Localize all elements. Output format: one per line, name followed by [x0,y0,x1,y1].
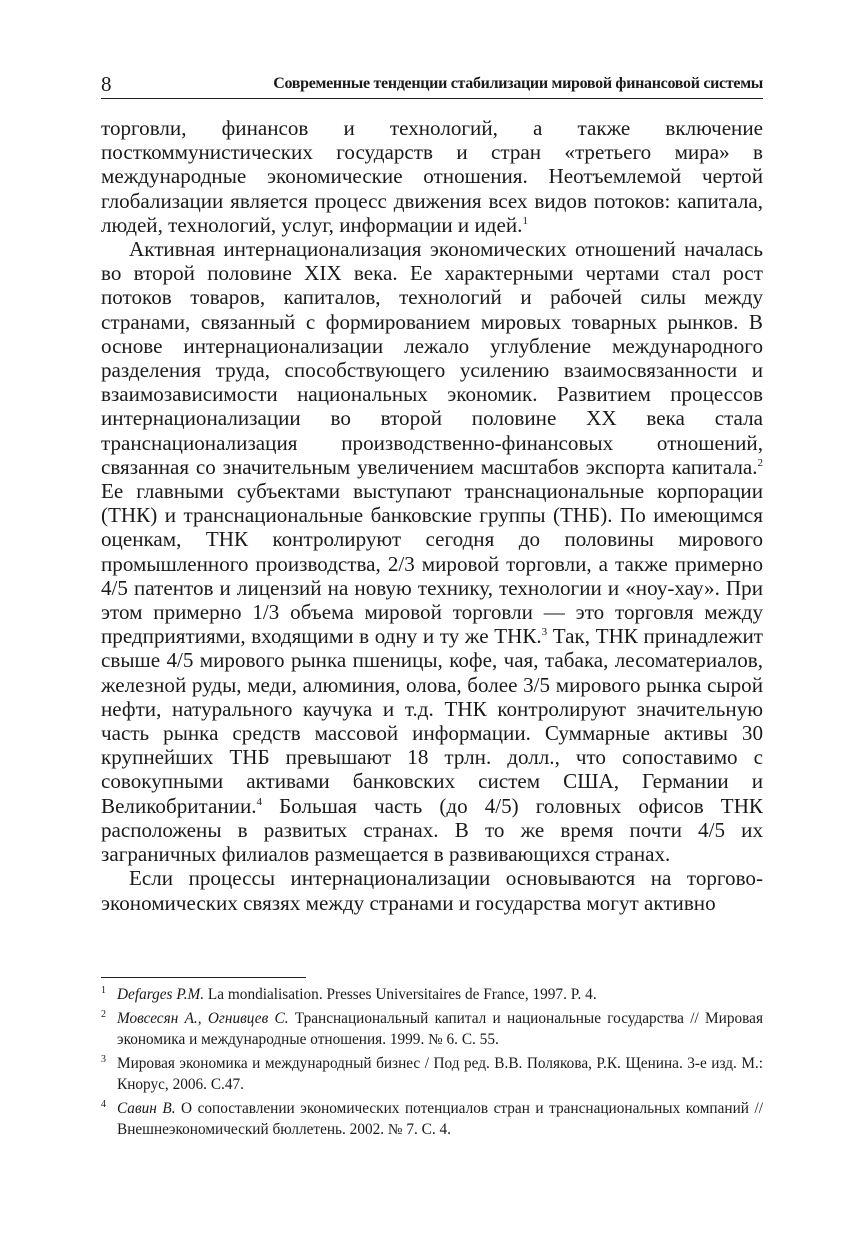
paragraph-1 [101,116,763,237]
paragraph-1-text: торговли, финансов и технологий, а также включение посткоммунистических государств и стран «третьего мира» в международные экономические отношения. Неотъемлемой чертой глобализации является процесс движения всех видов потоков: капитала, людей, технологий, услуг, информации и идей. [101,116,763,237]
paragraph-2-text-c: Так, ТНК принадлежит свыше 4/5 мирового рынка пшеницы, кофе, чая, табака, лесоматериалов, железной руды, меди, алюминия, олова, более 3/5 мирового рынка сырой нефти, натурального каучука и т.д. ТНК контролируют значительную часть рынка средств массовой информации. Суммарные активы 30 крупнейших ТНБ превышают 18 трлн. долл., что сопоставимо с совокупными активами банковских систем США, Германии и Великобритании. [101,624,763,818]
paragraph-2-text-d: Большая часть (до 4/5) головных офисов ТНК расположены в развитых странах. В то же время почти 4/5 их заграничных филиалов размещается в развивающихся странах. [101,793,763,867]
page-number: 8 [101,72,112,96]
footnotes [101,984,763,1143]
footnote-1 [101,984,763,1005]
footnote-2 [101,1008,763,1050]
footnote-ref-1[interactable]: 1 [522,214,528,227]
paragraph-2-text-b: Ее главными субъектами выступают транснациональные корпорации (ТНК) и транснациональные банковские группы (ТНБ). По имеющимся оценкам, ТНК контролируют сегодня до половины мирового промышленного производства, 2/3 мировой торговли, а также примерно 4/5 патентов и лицензий на новую технику, технологии и «ноу-хау». При этом примерно 1/3 объема мировой торговли — это торговля между предприятиями, входящими в одну и ту же ТНК. [101,479,763,649]
footnote-text: О сопоставлении экономических потенциалов стран и транснациональных компаний // Внешнеэкономический бюллетень. 2002. № 7. С. 4. [117,1100,763,1138]
footnote-rule [101,977,306,978]
footnote-number: 3 [101,1054,106,1065]
paragraph-2-text-a: Активная интернационализация экономических отношений началась во второй половине XIX века. Ее характерными чертами стал рост потоков товаров, капиталов, технологий и рабочей силы между странами, связанный с формированием мировых товарных рынков. В основе интернационализации лежало углубление международного разделения труда, способствующего усилению взаимосвязанности и взаимозависимости национальных экономик. Развитием процессов интернационализации во второй половине XX века стала транснационализация производственно-финансовых отношений, связанная со значительным увеличением масштабов экспорта капитала. [101,237,763,479]
footnote-3 [101,1053,763,1095]
footnote-ref-3[interactable]: 3 [541,626,548,639]
footnote-number: 1 [101,985,106,996]
paragraph-3 [101,866,763,914]
footnote-number: 2 [101,1009,106,1020]
footnote-author: Мовсесян А., Огнивцев С. [117,1010,289,1027]
footnote-author: Савин В. [117,1100,176,1117]
footnote-ref-2[interactable]: 2 [757,456,763,469]
footnote-text: Транснациональный капитал и национальные государства // Мировая экономика и международные отношения. 1999. № 6. С. 55. [117,1010,763,1048]
footnote-text: Мировая экономика и международный бизнес / Под ред. В.В. Полякова, Р.К. Щенина. 3-е изд. М.: Кнорус, 2006. С.47. [117,1055,763,1093]
footnote-4 [101,1098,763,1140]
paragraph-3-text: Если процессы интернационализации основываются на торгово-экономических связях между странами и государства могут активно [101,866,763,915]
paragraph-2 [101,237,763,866]
footnote-ref-4[interactable]: 4 [256,795,263,808]
page-header [101,71,763,97]
header-rule [101,98,763,99]
main-text [101,116,763,915]
running-title: Современные тенденции стабилизации мировой финансовой системы [273,75,763,92]
footnote-number: 4 [101,1099,106,1110]
footnote-text: La mondialisation. Presses Universitaires de France, 1997. P. 4. [204,986,597,1003]
footnote-author: Defarges P.M. [117,986,205,1003]
